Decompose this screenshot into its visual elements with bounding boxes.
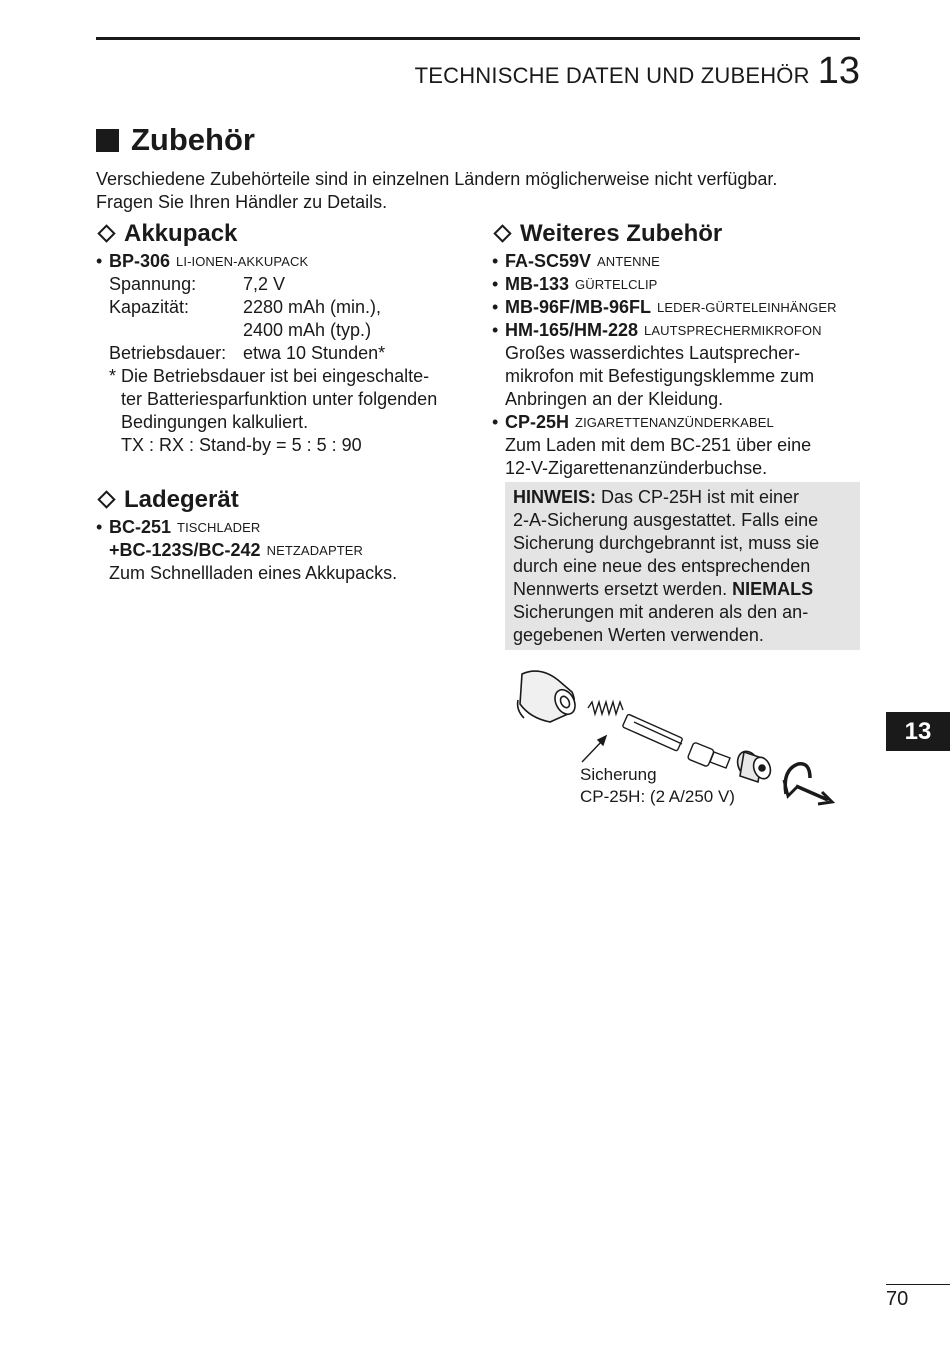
bullet-icon: • — [96, 251, 103, 271]
chapter-number: 13 — [817, 50, 860, 92]
square-bullet-icon — [96, 129, 119, 152]
spec-capacity-typ — [96, 319, 476, 342]
spec-runtime — [96, 342, 476, 365]
hint-text: Sicherung durchgebrannt ist, muss sie — [513, 533, 820, 553]
akkupack-desc: LI-IONEN-AKKUPACK — [176, 254, 309, 269]
accessory-text: Zum Laden mit dem BC-251 über eine — [505, 435, 812, 455]
akkupack-model: BP-306 — [109, 251, 171, 271]
rotate-arrow-icon — [784, 764, 832, 804]
akkupack-heading-text: Akkupack — [124, 219, 238, 247]
bullet-icon: • — [492, 274, 499, 294]
weiteres-heading-text: Weiteres Zubehör — [520, 219, 723, 247]
cap-illustration — [734, 748, 773, 782]
section-title-text: Zubehör — [131, 122, 255, 157]
accessory-desc: ANTENNE — [597, 254, 660, 269]
spec-value: 7,2 V — [243, 274, 286, 294]
diamond-icon — [493, 224, 511, 242]
chapter-tab[interactable]: 13 — [886, 712, 950, 751]
accessory-text: Großes wasserdichtes Lautsprecher- — [505, 343, 801, 363]
accessory-text: 12-V-Zigarettenanzünderbuchse. — [505, 458, 768, 478]
accessory-text: mikrofon mit Befestigungsklemme zum — [505, 366, 815, 386]
fuse-caption-label: Sicherung — [580, 765, 657, 784]
accessory-desc: ZIGARETTENANZÜNDERKABEL — [575, 415, 774, 430]
ladegeraet-desc: TISCHLADER — [177, 520, 261, 535]
right-column — [492, 218, 862, 480]
hint-text: durch eine neue des entsprechenden — [513, 556, 811, 576]
spec-value: etwa 10 Stunden* — [243, 343, 386, 363]
chapter-title: TECHNISCHE DATEN UND ZUBEHÖR — [414, 63, 810, 88]
hint-label: HINWEIS: — [513, 487, 596, 507]
accessory-model: FA-SC59V — [505, 251, 592, 271]
spring-illustration — [588, 702, 623, 714]
page-number-rule — [886, 1284, 950, 1285]
spec-value: 2400 mAh (typ.) — [243, 320, 372, 340]
spec-label: Kapazität: — [109, 297, 190, 317]
spec-voltage — [96, 273, 476, 296]
accessory-item — [492, 296, 862, 319]
note-line: ter Batteriesparfunktion unter folgenden — [121, 389, 438, 409]
akkupack-heading — [96, 218, 476, 248]
fuse-caption-spec: CP-25H: (2 A/250 V) — [580, 787, 735, 806]
ladegeraet-heading-text: Ladegerät — [124, 485, 239, 513]
accessory-item — [492, 250, 862, 273]
accessory-item — [492, 411, 862, 434]
intro-line: Fragen Sie Ihren Händler zu Details. — [96, 192, 388, 212]
ladegeraet-model: +BC-123S/BC-242 — [109, 540, 261, 560]
accessory-model: HM-165/HM-228 — [505, 320, 639, 340]
hint-text: gegebenen Werten verwenden. — [513, 625, 764, 645]
ladegeraet-heading — [96, 484, 476, 514]
pointer-arrow — [582, 736, 606, 762]
accessory-desc: LEDER-GÜRTELEINHÄNGER — [657, 300, 837, 315]
accessory-desc: LAUTSPRECHERMIKROFON — [644, 323, 822, 338]
section-title — [96, 122, 255, 158]
ladegeraet-desc: NETZADAPTER — [266, 543, 364, 558]
hint-box — [505, 482, 860, 650]
hint-text: Nennwerts ersetzt werden. — [513, 579, 733, 599]
accessory-item — [492, 319, 862, 342]
spec-label: Betriebsdauer: — [109, 343, 227, 363]
spec-capacity — [96, 296, 476, 319]
accessory-model: CP-25H — [505, 412, 570, 432]
intro-line: Verschiedene Zubehörteile sind in einzelnen Ländern möglicherweise nicht verfügbar. — [96, 169, 778, 189]
left-column — [96, 218, 476, 585]
hint-warning: NIEMALS — [732, 579, 814, 599]
accessory-model: MB-96F/MB-96FL — [505, 297, 652, 317]
hint-text: Das CP-25H ist mit einer — [596, 487, 800, 507]
bullet-icon: • — [492, 320, 499, 340]
bullet-icon: • — [492, 297, 499, 317]
top-rule — [96, 37, 860, 40]
note-line: Bedingungen kalkuliert. — [121, 412, 309, 432]
page-number: 70 — [886, 1288, 909, 1310]
hint-text: 2-A-Sicherung ausgestattet. Falls eine — [513, 510, 819, 530]
fuse-caption — [580, 764, 735, 808]
fuse-illustration — [622, 714, 683, 751]
bullet-icon: • — [492, 251, 499, 271]
ladegeraet-model: BC-251 — [109, 517, 172, 537]
bullet-icon: • — [492, 412, 499, 432]
note-line: TX : RX : Stand-by = 5 : 5 : 90 — [121, 435, 362, 455]
weiteres-heading — [492, 218, 862, 248]
note-line: Die Betriebsdauer ist bei eingeschalte- — [121, 366, 430, 386]
runtime-note: * Die Betriebsdauer ist bei eingeschalte- — [109, 366, 430, 386]
diamond-icon — [97, 224, 115, 242]
accessory-desc: GÜRTELCLIP — [575, 277, 658, 292]
cigarette-plug-illustration — [518, 671, 579, 722]
intro-text — [96, 168, 866, 214]
accessory-item — [492, 273, 862, 296]
bullet-icon: • — [96, 517, 103, 537]
hint-text: Sicherungen mit anderen als den an- — [513, 602, 809, 622]
spec-label: Spannung: — [109, 274, 197, 294]
chapter-header — [415, 52, 860, 90]
accessory-model: MB-133 — [505, 274, 570, 294]
diamond-icon — [97, 490, 115, 508]
spec-value: 2280 mAh (min.), — [243, 297, 382, 317]
ladegeraet-item-2 — [96, 539, 476, 562]
akkupack-item — [96, 250, 476, 273]
ladegeraet-text: Zum Schnellladen eines Akkupacks. — [109, 563, 398, 583]
accessory-text: Anbringen an der Kleidung. — [505, 389, 724, 409]
ladegeraet-item — [96, 516, 476, 539]
